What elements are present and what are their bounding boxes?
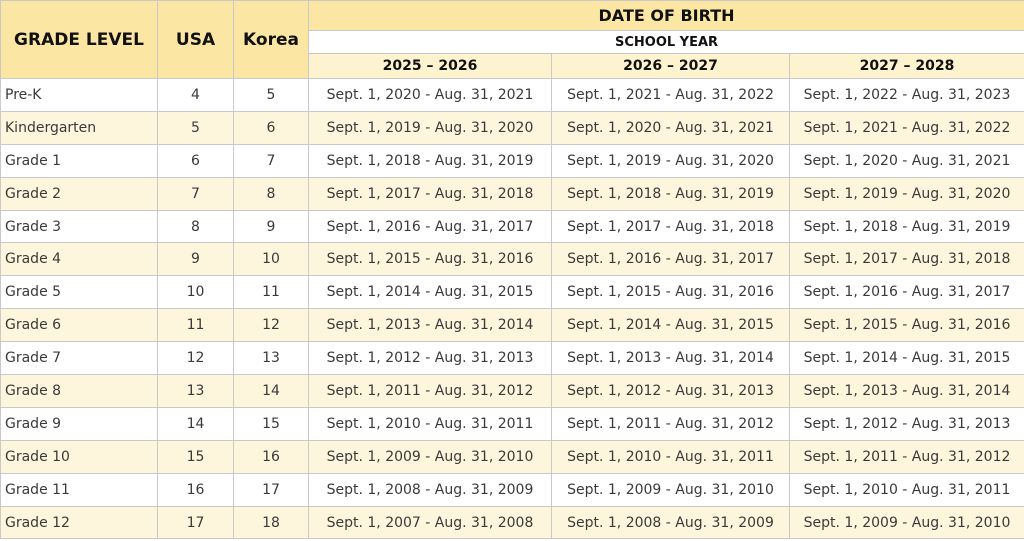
usa-age-cell: 7 <box>158 177 234 210</box>
grade-cell: Grade 2 <box>1 177 158 210</box>
usa-age-cell: 4 <box>158 79 234 112</box>
korea-age-cell: 13 <box>234 342 309 375</box>
dob-range-2027-2028-cell: Sept. 1, 2019 - Aug. 31, 2020 <box>790 177 1024 210</box>
dob-range-2025-2026-cell: Sept. 1, 2009 - Aug. 31, 2010 <box>309 440 552 473</box>
korea-age-cell: 11 <box>234 276 309 309</box>
dob-range-2025-2026-cell: Sept. 1, 2014 - Aug. 31, 2015 <box>309 276 552 309</box>
table-row <box>1 79 1024 112</box>
dob-range-2026-2027-cell: Sept. 1, 2013 - Aug. 31, 2014 <box>552 342 790 375</box>
table-row <box>1 243 1024 276</box>
dob-range-2027-2028-cell: Sept. 1, 2009 - Aug. 31, 2010 <box>790 506 1024 539</box>
usa-age-cell: 12 <box>158 342 234 375</box>
table-row <box>1 111 1024 144</box>
dob-range-2027-2028-cell: Sept. 1, 2012 - Aug. 31, 2013 <box>790 407 1024 440</box>
grade-cell: Kindergarten <box>1 111 158 144</box>
dob-range-2026-2027-cell: Sept. 1, 2018 - Aug. 31, 2019 <box>552 177 790 210</box>
dob-range-2026-2027-cell: Sept. 1, 2010 - Aug. 31, 2011 <box>552 440 790 473</box>
korea-age-cell: 6 <box>234 111 309 144</box>
usa-age-cell: 11 <box>158 309 234 342</box>
korea-age-cell: 5 <box>234 79 309 112</box>
dob-range-2027-2028-cell: Sept. 1, 2013 - Aug. 31, 2014 <box>790 375 1024 408</box>
usa-age-cell: 13 <box>158 375 234 408</box>
grade-cell: Pre-K <box>1 79 158 112</box>
dob-range-2025-2026-cell: Sept. 1, 2020 - Aug. 31, 2021 <box>309 79 552 112</box>
korea-age-cell: 17 <box>234 473 309 506</box>
dob-range-2027-2028-cell: Sept. 1, 2011 - Aug. 31, 2012 <box>790 440 1024 473</box>
dob-range-2026-2027-cell: Sept. 1, 2015 - Aug. 31, 2016 <box>552 276 790 309</box>
header-usa: USA <box>158 1 234 79</box>
korea-age-cell: 8 <box>234 177 309 210</box>
dob-range-2025-2026-cell: Sept. 1, 2017 - Aug. 31, 2018 <box>309 177 552 210</box>
dob-range-2025-2026-cell: Sept. 1, 2015 - Aug. 31, 2016 <box>309 243 552 276</box>
dob-range-2026-2027-cell: Sept. 1, 2008 - Aug. 31, 2009 <box>552 506 790 539</box>
grade-cell: Grade 4 <box>1 243 158 276</box>
korea-age-cell: 10 <box>234 243 309 276</box>
header-grade-level: GRADE LEVEL <box>1 1 158 79</box>
usa-age-cell: 14 <box>158 407 234 440</box>
dob-range-2027-2028-cell: Sept. 1, 2020 - Aug. 31, 2021 <box>790 144 1024 177</box>
usa-age-cell: 8 <box>158 210 234 243</box>
table-row <box>1 342 1024 375</box>
korea-age-cell: 12 <box>234 309 309 342</box>
header-school-year: SCHOOL YEAR <box>309 31 1024 54</box>
dob-range-2027-2028-cell: Sept. 1, 2016 - Aug. 31, 2017 <box>790 276 1024 309</box>
dob-range-2025-2026-cell: Sept. 1, 2011 - Aug. 31, 2012 <box>309 375 552 408</box>
grade-cell: Grade 11 <box>1 473 158 506</box>
dob-range-2027-2028-cell: Sept. 1, 2015 - Aug. 31, 2016 <box>790 309 1024 342</box>
grade-cell: Grade 6 <box>1 309 158 342</box>
dob-range-2026-2027-cell: Sept. 1, 2017 - Aug. 31, 2018 <box>552 210 790 243</box>
table-row <box>1 407 1024 440</box>
dob-range-2025-2026-cell: Sept. 1, 2019 - Aug. 31, 2020 <box>309 111 552 144</box>
grade-cell: Grade 10 <box>1 440 158 473</box>
dob-range-2026-2027-cell: Sept. 1, 2019 - Aug. 31, 2020 <box>552 144 790 177</box>
table-row <box>1 473 1024 506</box>
grade-cell: Grade 12 <box>1 506 158 539</box>
dob-range-2025-2026-cell: Sept. 1, 2010 - Aug. 31, 2011 <box>309 407 552 440</box>
table-row <box>1 440 1024 473</box>
table-row <box>1 375 1024 408</box>
usa-age-cell: 10 <box>158 276 234 309</box>
usa-age-cell: 16 <box>158 473 234 506</box>
table-row <box>1 144 1024 177</box>
dob-range-2025-2026-cell: Sept. 1, 2012 - Aug. 31, 2013 <box>309 342 552 375</box>
dob-range-2026-2027-cell: Sept. 1, 2016 - Aug. 31, 2017 <box>552 243 790 276</box>
usa-age-cell: 9 <box>158 243 234 276</box>
korea-age-cell: 7 <box>234 144 309 177</box>
grade-cell: Grade 1 <box>1 144 158 177</box>
header-year-1: 2025 – 2026 <box>309 54 552 79</box>
dob-range-2027-2028-cell: Sept. 1, 2014 - Aug. 31, 2015 <box>790 342 1024 375</box>
header-year-3: 2027 – 2028 <box>790 54 1024 79</box>
dob-range-2025-2026-cell: Sept. 1, 2007 - Aug. 31, 2008 <box>309 506 552 539</box>
table-row <box>1 177 1024 210</box>
usa-age-cell: 17 <box>158 506 234 539</box>
table-row <box>1 210 1024 243</box>
dob-range-2025-2026-cell: Sept. 1, 2018 - Aug. 31, 2019 <box>309 144 552 177</box>
grade-cell: Grade 3 <box>1 210 158 243</box>
korea-age-cell: 14 <box>234 375 309 408</box>
dob-range-2026-2027-cell: Sept. 1, 2011 - Aug. 31, 2012 <box>552 407 790 440</box>
dob-range-2025-2026-cell: Sept. 1, 2013 - Aug. 31, 2014 <box>309 309 552 342</box>
usa-age-cell: 5 <box>158 111 234 144</box>
dob-range-2026-2027-cell: Sept. 1, 2021 - Aug. 31, 2022 <box>552 79 790 112</box>
korea-age-cell: 9 <box>234 210 309 243</box>
korea-age-cell: 16 <box>234 440 309 473</box>
dob-range-2027-2028-cell: Sept. 1, 2021 - Aug. 31, 2022 <box>790 111 1024 144</box>
usa-age-cell: 6 <box>158 144 234 177</box>
table-row <box>1 506 1024 539</box>
grade-cell: Grade 8 <box>1 375 158 408</box>
header-korea: Korea <box>234 1 309 79</box>
dob-range-2027-2028-cell: Sept. 1, 2017 - Aug. 31, 2018 <box>790 243 1024 276</box>
header-date-of-birth: DATE OF BIRTH <box>309 1 1024 31</box>
dob-range-2027-2028-cell: Sept. 1, 2018 - Aug. 31, 2019 <box>790 210 1024 243</box>
header-year-2: 2026 – 2027 <box>552 54 790 79</box>
dob-range-2025-2026-cell: Sept. 1, 2016 - Aug. 31, 2017 <box>309 210 552 243</box>
dob-range-2025-2026-cell: Sept. 1, 2008 - Aug. 31, 2009 <box>309 473 552 506</box>
korea-age-cell: 18 <box>234 506 309 539</box>
table-row <box>1 309 1024 342</box>
dob-range-2026-2027-cell: Sept. 1, 2020 - Aug. 31, 2021 <box>552 111 790 144</box>
table-body <box>1 79 1024 539</box>
dob-range-2027-2028-cell: Sept. 1, 2022 - Aug. 31, 2023 <box>790 79 1024 112</box>
dob-range-2026-2027-cell: Sept. 1, 2012 - Aug. 31, 2013 <box>552 375 790 408</box>
dob-range-2026-2027-cell: Sept. 1, 2014 - Aug. 31, 2015 <box>552 309 790 342</box>
usa-age-cell: 15 <box>158 440 234 473</box>
table-row <box>1 276 1024 309</box>
korea-age-cell: 15 <box>234 407 309 440</box>
grade-cell: Grade 5 <box>1 276 158 309</box>
dob-range-2027-2028-cell: Sept. 1, 2010 - Aug. 31, 2011 <box>790 473 1024 506</box>
grade-cell: Grade 9 <box>1 407 158 440</box>
table-header <box>1 1 1024 79</box>
grade-cell: Grade 7 <box>1 342 158 375</box>
dob-range-2026-2027-cell: Sept. 1, 2009 - Aug. 31, 2010 <box>552 473 790 506</box>
